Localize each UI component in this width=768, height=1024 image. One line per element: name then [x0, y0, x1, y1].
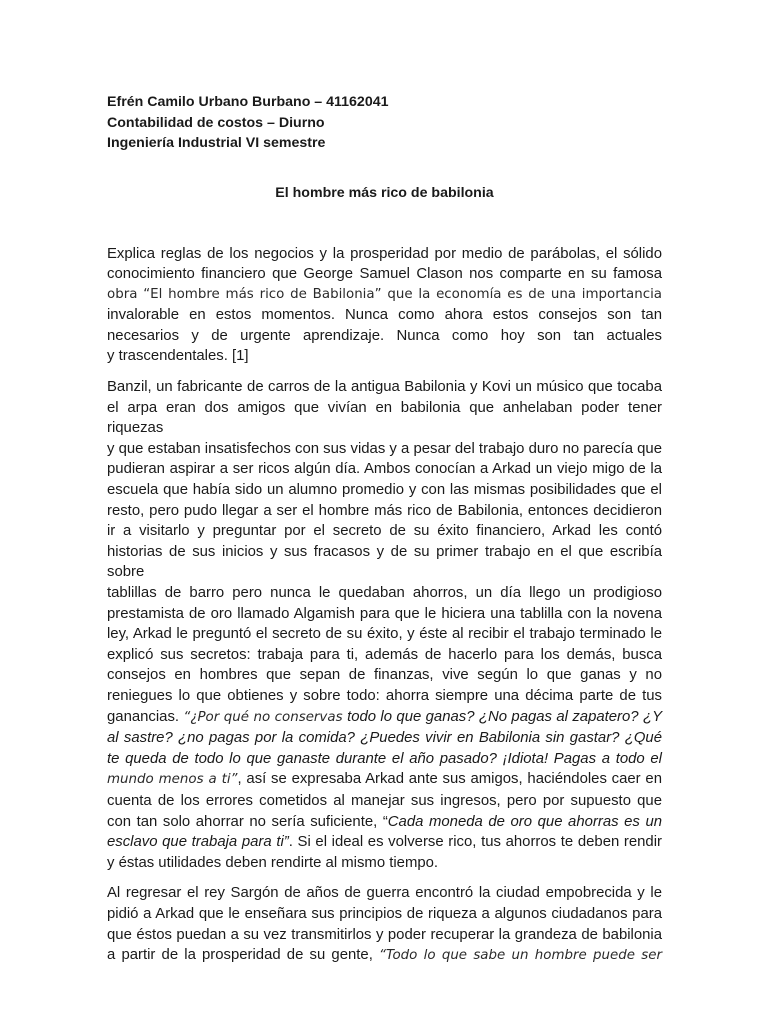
text-line: y éstas utilidades deben rendirte al mismo tiempo. [107, 854, 439, 871]
text-line [107, 707, 662, 729]
quote-segment: esclavo que trabaja para ti” [107, 834, 289, 851]
quote-segment: mundo menos a ti” [107, 772, 238, 788]
text-line: cuenta de los errores cometidos al manejar sus ingresos, pero por supuesto que [107, 792, 662, 809]
text-line: Al regresar el rey Sargón de años de guerra encontró la ciudad empobrecida y le [107, 885, 662, 902]
text-line: explicó sus secretos: trabaja para ti, además de hacerlo para los demás, busca [107, 646, 662, 663]
text-line: obra “El hombre más rico de Babilonia” que la economía es de una importancia [107, 286, 662, 302]
text-line: Banzil, un fabricante de carros de la antigua Babilonia y Kovi un músico que tocaba [107, 379, 662, 396]
text-segment: con tan solo ahorrar no sería suficiente, “ [107, 813, 388, 830]
quote-segment: todo lo que ganas? ¿No pagas al zapatero? ¿Y [347, 708, 662, 725]
text-line [107, 769, 662, 791]
text-segment: . Si el ideal es volverse rico, tus ahorros te deben rendir [288, 834, 662, 851]
quote-segment: “Todo lo que sabe un hombre puede ser [379, 948, 662, 964]
text-line: ir a visitarlo y preguntar por el secreto de su éxito financiero, Arkad les contó [107, 523, 662, 540]
text-line: prestamista de oro llamado Algamish para que le hiciera una tablilla con la novena [107, 605, 662, 622]
quote-line: al sastre? ¿no pagas por la comida? ¿Puedes vivir en Babilonia sin gastar? ¿Qué [107, 730, 662, 747]
text-line: reniegues lo que obtienes y sobre todo: ahorra siempre una décima parte de tus [107, 687, 662, 704]
document-page [107, 92, 662, 967]
text-line: conocimiento financiero que George Samuel Clason nos comparte en su famosa [107, 266, 662, 283]
text-line: ley, Arkad le preguntó el secreto de su éxito, y éste al recibir el trabajo terminado le [107, 626, 662, 643]
text-segment: ganancias. [107, 708, 184, 725]
text-line: el arpa eran dos amigos que vivían en babilonia que anhelaban poder tener riquezas [107, 399, 662, 437]
text-segment: a partir de la prosperidad de su gente, [107, 947, 379, 964]
document-header [107, 92, 662, 154]
course-line: Contabilidad de costos – Diurno [107, 114, 325, 131]
text-line: escuela que había sido un alumno promedio y con las mismas posibilidades que el [107, 482, 662, 499]
text-line: tablillas de barro pero nunca le quedaban ahorros, un día llego un prodigioso [107, 585, 662, 601]
text-line [107, 812, 662, 833]
text-line: que éstos puedan a su vez transmitirlos y poder recuperar la grandeza de babilonia [107, 926, 662, 943]
quote-segment: Cada moneda de oro que ahorras es un [387, 813, 663, 830]
author-line: Efrén Camilo Urbano Burbano – 41162041 [107, 94, 389, 110]
text-line: y trascendentales. [1] [107, 348, 249, 365]
text-line [107, 832, 662, 853]
quote-line: te queda de todo lo que ganaste durante el año pasado? ¡Idiota! Pagas a todo el [107, 750, 662, 767]
text-line: pidió a Arkad que le enseñara sus principios de riqueza a algunos ciudadanos para [107, 905, 662, 922]
text-line: resto, pero pudo llegar a ser el hombre más rico de Babilonia, entonces decidieron [107, 502, 662, 519]
document-title: El hombre más rico de babilonia [275, 184, 494, 201]
text-line: consejos en hombres que sepan de finanzas, vive según lo que ganas y no [107, 667, 662, 684]
text-line: pudieran aspirar a ser ricos algún día. Ambos conocían a Arkad un viejo migo de la [107, 461, 662, 478]
quote-segment: “¿Por qué no conservas [183, 709, 348, 725]
text-line: Explica reglas de los negocios y la prosperidad por medio de parábolas, el sólido [107, 245, 662, 262]
paragraph-intro [107, 244, 662, 368]
text-line: necesarios y de urgente aprendizaje. Nunca como hoy son tan actuales [107, 327, 662, 344]
text-line [107, 945, 662, 967]
text-line: invalorable en estos momentos. Nunca como ahora estos consejos son tan [107, 307, 662, 324]
paragraph-king [107, 883, 662, 966]
text-line: historias de sus inicios y sus fracasos y de su primer trabajo en el que escribía sobre [107, 543, 662, 581]
text-segment: , así se expresaba Arkad ante sus amigos, haciéndoles caer en [237, 771, 662, 788]
paragraph-story [107, 377, 662, 873]
text-line: y que estaban insatisfechos con sus vidas y a pesar del trabajo duro no parecía que [107, 440, 662, 457]
program-line: Ingeniería Industrial VI semestre [107, 135, 326, 151]
